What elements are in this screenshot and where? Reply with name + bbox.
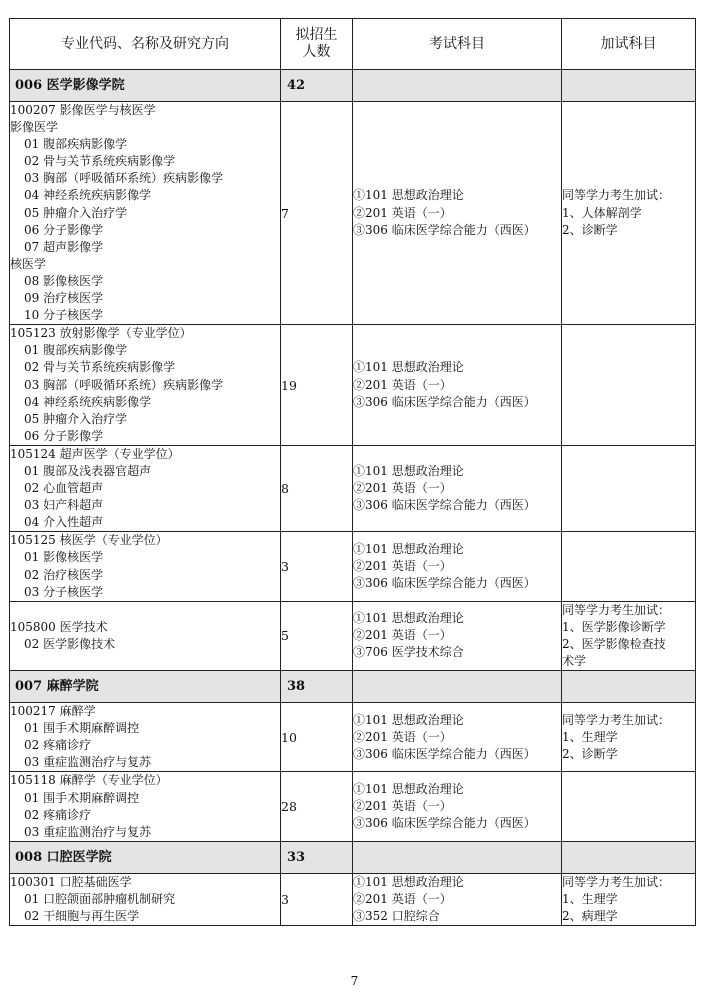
research-direction: 03 胸部（呼吸循环系统）疾病影像学 (24, 171, 224, 186)
research-direction: 04 神经系统疾病影像学 (24, 394, 152, 409)
research-direction: 03 妇产科超声 (24, 498, 104, 513)
research-direction: 07 超声影像学 (24, 239, 104, 254)
major-name: 100217 麻醉学 (10, 704, 96, 719)
college-quota: 42 (281, 70, 353, 102)
header-quota (281, 19, 353, 70)
exam-subject: ①101 思想政治理论 (353, 188, 464, 203)
research-direction: 05 肿瘤介入治疗学 (24, 205, 128, 220)
exam-subject: ③306 临床医学综合能力（西医） (353, 498, 536, 513)
page-number: 7 (350, 974, 359, 988)
table-body (10, 70, 696, 926)
research-direction: 03 分子核医学 (24, 584, 104, 599)
college-exam-empty (353, 841, 562, 873)
college-row (10, 70, 696, 102)
header-quota-line2: 人数 (302, 44, 331, 60)
extra-cell (562, 772, 696, 841)
research-direction: 03 重症监测治疗与复苏 (24, 755, 152, 770)
major-name: 105800 医学技术 (10, 619, 108, 634)
program-row (10, 532, 696, 601)
extra-cell (562, 703, 696, 772)
extra-subject: 同等学力考生加试： (562, 602, 671, 617)
program-quota: 8 (281, 445, 353, 531)
research-direction: 01 口腔颌面部肿瘤机制研究 (24, 891, 176, 906)
program-row (10, 772, 696, 841)
program-row (10, 703, 696, 772)
exam-subject: ①101 思想政治理论 (353, 874, 464, 889)
college-extra-empty (562, 671, 696, 703)
header-exam: 考试科目 (353, 19, 562, 70)
research-direction: 08 影像核医学 (24, 273, 104, 288)
program-quota: 5 (281, 601, 353, 670)
exam-subject: ③352 口腔综合 (353, 909, 440, 924)
program-row (10, 601, 696, 670)
extra-subject: 同等学力考生加试： (562, 712, 671, 727)
research-direction: 04 介入性超声 (24, 515, 104, 530)
extra-cell (562, 325, 696, 446)
major-name: 105124 超声医学（专业学位） (10, 446, 180, 461)
extra-subject: 同等学力考生加试： (562, 874, 671, 889)
exam-cell (353, 703, 562, 772)
exam-subject: ②201 英语（一） (353, 799, 452, 814)
extra-subject: 1、生理学 (562, 729, 618, 744)
exam-subject: ②201 英语（一） (353, 628, 452, 643)
research-direction: 02 骨与关节系统疾病影像学 (24, 360, 176, 375)
college-exam-empty (353, 671, 562, 703)
exam-subject: ②201 英语（一） (353, 558, 452, 573)
college-name: 008 口腔医学院 (10, 841, 281, 873)
college-extra-empty (562, 841, 696, 873)
research-direction: 02 骨与关节系统疾病影像学 (24, 154, 176, 169)
extra-subject: 1、生理学 (562, 891, 618, 906)
exam-subject: ①101 思想政治理论 (353, 541, 464, 556)
research-direction: 01 腹部疾病影像学 (24, 137, 128, 152)
table-header-row (10, 19, 696, 70)
header-major: 专业代码、名称及研究方向 (10, 19, 281, 70)
research-direction: 02 治疗核医学 (24, 567, 104, 582)
college-exam-empty (353, 70, 562, 102)
major-name: 105118 麻醉学（专业学位） (10, 773, 168, 788)
program-quota: 19 (281, 325, 353, 446)
exam-cell (353, 601, 562, 670)
extra-cell (562, 532, 696, 601)
research-direction: 01 围手术期麻醉调控 (24, 721, 140, 736)
college-name: 007 麻醉学院 (10, 671, 281, 703)
extra-subject: 2、医学影像检查技 (562, 636, 666, 651)
exam-subject: ②201 英语（一） (353, 729, 452, 744)
research-direction: 06 分子影像学 (24, 222, 104, 237)
exam-subject: ②201 英语（一） (353, 481, 452, 496)
exam-cell (353, 772, 562, 841)
extra-subject: 术学 (562, 654, 587, 668)
exam-cell (353, 445, 562, 531)
college-name: 006 医学影像学院 (10, 70, 281, 102)
enrollment-table (9, 18, 696, 926)
major-name: 100301 口腔基础医学 (10, 874, 132, 889)
exam-cell (353, 532, 562, 601)
major-name: 影像医学 (10, 120, 59, 135)
extra-subject: 2、病理学 (562, 909, 618, 924)
college-extra-empty (562, 70, 696, 102)
college-row (10, 671, 696, 703)
research-direction: 02 干细胞与再生医学 (24, 909, 140, 924)
major-name: 核医学 (10, 256, 47, 271)
research-direction: 03 重症监测治疗与复苏 (24, 824, 152, 839)
exam-subject: ②201 英语（一） (353, 205, 452, 220)
exam-subject: ③306 临床医学综合能力（西医） (353, 576, 536, 591)
research-direction: 01 影像核医学 (24, 550, 104, 565)
research-direction: 03 胸部（呼吸循环系统）疾病影像学 (24, 377, 224, 392)
major-cell (10, 325, 281, 446)
research-direction: 06 分子影像学 (24, 428, 104, 443)
extra-cell (562, 445, 696, 531)
program-row (10, 102, 696, 325)
exam-subject: ①101 思想政治理论 (353, 463, 464, 478)
extra-subject: 1、医学影像诊断学 (562, 619, 666, 634)
exam-subject: ③306 临床医学综合能力（西医） (353, 816, 536, 831)
extra-subject: 同等学力考生加试： (562, 188, 671, 203)
exam-subject: ②201 英语（一） (353, 377, 452, 392)
exam-subject: ③306 临床医学综合能力（西医） (353, 394, 536, 409)
exam-cell (353, 102, 562, 325)
research-direction: 09 治疗核医学 (24, 291, 104, 306)
exam-subject: ①101 思想政治理论 (353, 611, 464, 626)
major-name: 100207 影像医学与核医学 (10, 103, 156, 117)
research-direction: 02 疼痛诊疗 (24, 738, 92, 753)
extra-cell (562, 601, 696, 670)
major-cell (10, 102, 281, 325)
exam-subject: ③306 临床医学综合能力（西医） (353, 746, 536, 761)
major-cell (10, 532, 281, 601)
research-direction: 01 腹部疾病影像学 (24, 343, 128, 358)
research-direction: 01 围手术期麻醉调控 (24, 790, 140, 805)
exam-cell (353, 325, 562, 446)
major-cell (10, 772, 281, 841)
college-row (10, 841, 696, 873)
exam-subject: ②201 英语（一） (353, 891, 452, 906)
research-direction: 02 心血管超声 (24, 481, 104, 496)
extra-cell (562, 873, 696, 925)
program-row (10, 325, 696, 446)
exam-subject: ①101 思想政治理论 (353, 360, 464, 375)
exam-subject: ③306 临床医学综合能力（西医） (353, 222, 536, 237)
research-direction: 05 肿瘤介入治疗学 (24, 411, 128, 426)
college-quota: 38 (281, 671, 353, 703)
header-extra: 加试科目 (562, 19, 696, 70)
exam-cell (353, 873, 562, 925)
exam-subject: ①101 思想政治理论 (353, 782, 464, 797)
exam-subject: ③706 医学技术综合 (353, 645, 464, 660)
extra-subject: 1、人体解剖学 (562, 205, 642, 220)
program-quota: 10 (281, 703, 353, 772)
research-direction: 04 神经系统疾病影像学 (24, 188, 152, 203)
program-quota: 3 (281, 873, 353, 925)
research-direction: 02 疼痛诊疗 (24, 807, 92, 822)
exam-subject: ①101 思想政治理论 (353, 712, 464, 727)
major-cell (10, 445, 281, 531)
research-direction: 10 分子核医学 (24, 308, 104, 323)
extra-cell (562, 102, 696, 325)
header-quota-line1: 拟招生 (295, 27, 338, 43)
research-direction: 02 医学影像技术 (24, 636, 116, 651)
major-cell (10, 703, 281, 772)
major-cell (10, 601, 281, 670)
research-direction: 01 腹部及浅表器官超声 (24, 463, 152, 478)
extra-subject: 2、诊断学 (562, 746, 618, 761)
major-name: 105125 核医学（专业学位） (10, 533, 168, 548)
major-cell (10, 873, 281, 925)
program-quota: 28 (281, 772, 353, 841)
program-row (10, 873, 696, 925)
program-row (10, 445, 696, 531)
extra-subject: 2、诊断学 (562, 222, 618, 237)
major-name: 105123 放射影像学（专业学位） (10, 326, 192, 341)
college-quota: 33 (281, 841, 353, 873)
program-quota: 3 (281, 532, 353, 601)
program-quota: 7 (281, 102, 353, 325)
